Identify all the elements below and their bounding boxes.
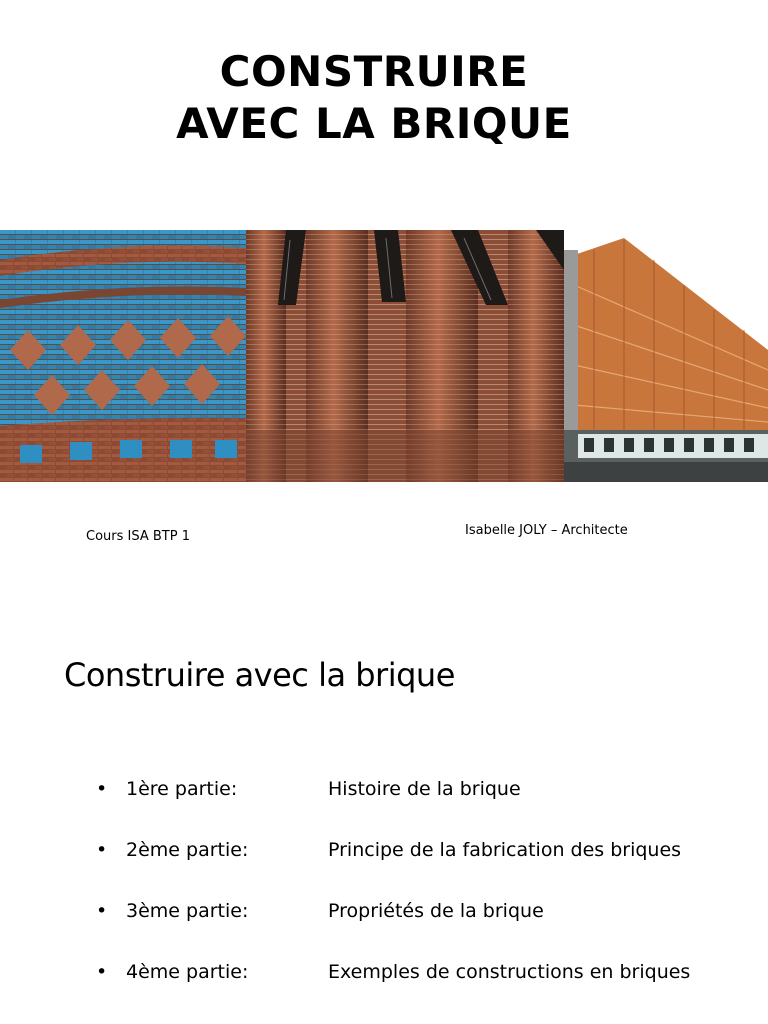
bullet: • (96, 961, 108, 983)
author-label: Isabelle JOLY – Architecte (465, 523, 628, 538)
glazed-brick-photo (0, 230, 246, 482)
bullet: • (96, 839, 108, 861)
part-topic: Principe de la fabrication des briques (328, 839, 682, 861)
list-item (0, 961, 768, 991)
list-item (0, 778, 768, 808)
outline-slide (0, 580, 768, 1024)
part-label: 4ème partie: (126, 961, 249, 983)
outline-title: Construire avec la brique (64, 656, 455, 694)
part-topic: Exemples de constructions en briques (328, 961, 691, 983)
title-line-2: AVEC LA BRIQUE (176, 99, 572, 148)
part-topic: Propriétés de la brique (328, 900, 544, 922)
list-item (0, 900, 768, 930)
title-line-1: CONSTRUIRE (219, 47, 529, 96)
photo-strip (0, 230, 768, 482)
list-item (0, 839, 768, 869)
part-label: 3ème partie: (126, 900, 249, 922)
part-label: 2ème partie: (126, 839, 249, 861)
part-topic: Histoire de la brique (328, 778, 521, 800)
brick-columns-photo (246, 230, 564, 482)
course-label: Cours ISA BTP 1 (86, 529, 190, 544)
bullet: • (96, 778, 108, 800)
part-label: 1ère partie: (126, 778, 238, 800)
bullet: • (96, 900, 108, 922)
slide-title (0, 46, 748, 150)
modern-building-photo (564, 230, 768, 482)
